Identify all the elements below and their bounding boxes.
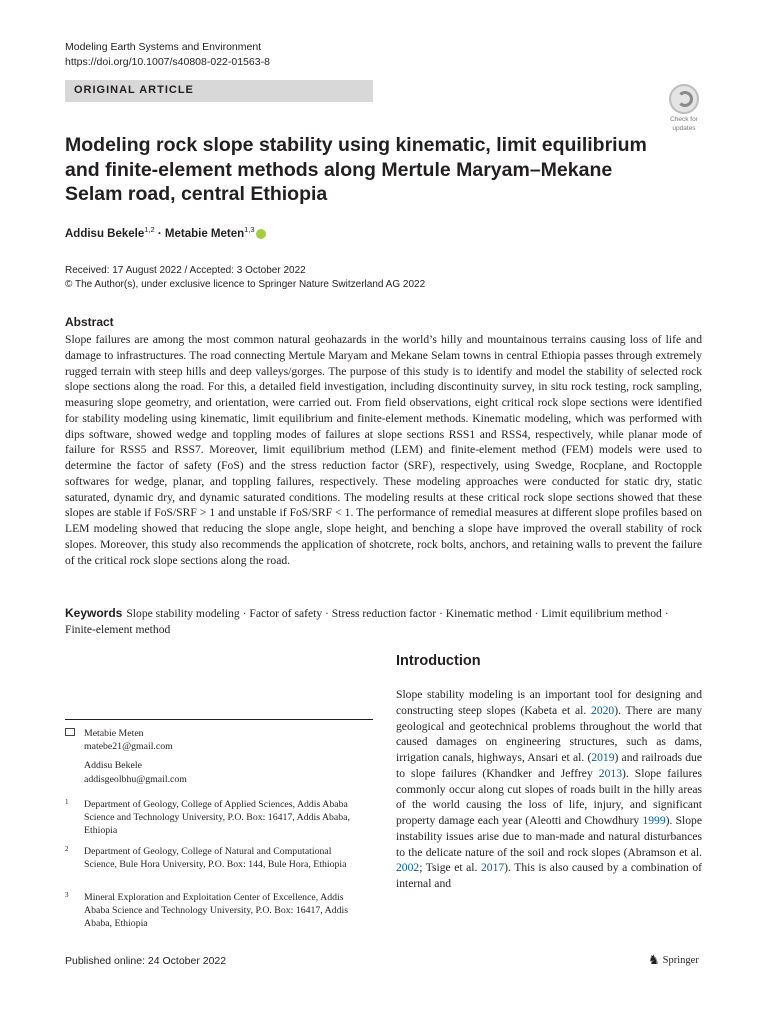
article-dates bbox=[65, 264, 425, 292]
affiliation-text: Department of Geology, College of Natural and Computational Science, Bule Hora University, P.O. Box: 144, Bule Hora, Ethiopia bbox=[84, 846, 347, 871]
intro-text-part: ) and railroads due to slope failures (Khandker and Jeffrey bbox=[396, 751, 702, 780]
citation-link[interactable]: 2013 bbox=[598, 766, 622, 780]
springer-horse-icon: ♞ bbox=[648, 952, 660, 967]
corresponding-author-email[interactable]: matebe21@gmail.com bbox=[84, 741, 173, 753]
author-affiliation-marker: 1,3 bbox=[244, 225, 255, 234]
check-updates-label-1: Check for bbox=[670, 116, 698, 123]
author-separator: · bbox=[154, 227, 165, 240]
intro-text-part: ). This is also caused by a combination of internal and bbox=[396, 861, 702, 890]
author-name: Metabie Meten bbox=[164, 227, 245, 240]
published-online: Published online: 24 October 2022 bbox=[65, 955, 227, 967]
author-name: Addisu Bekele bbox=[65, 227, 145, 240]
affiliation-text: Mineral Exploration and Exploitation Center of Excellence, Addis Ababa Science and Technology University, P.O. Box: 16417, Addis Ababa, Ethiopia bbox=[84, 892, 349, 930]
doi-link[interactable]: https://doi.org/10.1007/s40808-022-01563-8 bbox=[65, 56, 270, 68]
coauthor-email[interactable]: addisgeolbhu@gmail.com bbox=[84, 773, 187, 785]
intro-text-part: ; Tsige et al. bbox=[419, 861, 481, 875]
intro-text-part: ). There are many geological and geotechnical problems throughout the world that caused damages on engineering structures, such as dams, irrigation canals, highways, Ansari et al. ( bbox=[396, 703, 702, 764]
check-for-updates-button[interactable] bbox=[665, 84, 703, 132]
affiliation-item bbox=[65, 891, 365, 931]
article-type-label: ORIGINAL ARTICLE bbox=[74, 84, 194, 96]
received-accepted: Received: 17 August 2022 / Accepted: 3 October 2022 bbox=[65, 265, 306, 276]
citation-link[interactable]: 2020 bbox=[591, 703, 615, 717]
check-updates-label-2: updates bbox=[672, 125, 696, 132]
copyright-notice: © The Author(s), under exclusive licence to Springer Nature Switzerland AG 2022 bbox=[65, 279, 426, 290]
corresponding-author-name: Metabie Meten bbox=[84, 728, 144, 739]
envelope-icon bbox=[65, 728, 75, 736]
citation-link[interactable]: 2002 bbox=[396, 861, 420, 875]
introduction-text bbox=[396, 687, 702, 892]
keywords-label: Keywords bbox=[65, 606, 123, 620]
affiliation-number: 1 bbox=[65, 798, 69, 806]
citation-link[interactable]: 2017 bbox=[480, 861, 505, 875]
publisher-name: Springer bbox=[662, 955, 699, 966]
abstract-text: Slope failures are among the most common natural geohazards in the world’s hilly and mountainous terrains causing loss of life and damage to infrastructures. The road connecting Mertule Maryam and Mekane Selam towns in central Ethiopia passes through extremely rugged terrain with steep hills and deep valleys/gorges. The purpose of this study is to identify and model the stability of selected rock slope sections along the road. For this, a detailed field investigation, including discontinuity survey, in situ rock testing, rock sampling, measuring slope geometry, and orientation, were carried out. From field observations, eight critical rock slope sections were identified for stability modeling using kinematic, limit equilibrium and finite-element methods. Kinematic modeling, which was performed with dips software, showed wedge and toppling modes of failures at slope sections RSS1 and RSS4, respectively, while planar mode of failure for RSS5 and RSS7. Moreover, limit equilibrium method (LEM) and finite-element method (FEM) models were used to determine the factor of safety (FoS) and the stress reduction factor (SRF), respectively, using Swedge, Rocplane, and Roctopple softwares for wedge, planar, and toppling failures, respectively. These modeling approaches were conducted for static dry, static saturated, dynamic dry, and dynamic saturated conditions. The modeling results at these critical rock slope sections showed that these slopes are stable if FoS/SRF > 1 and unstable if FoS/SRF < 1. The performance of remedial measures at different slope profiles based on LEM modeling showed that reducing the slope angle, slope height, and benching a slope have improved the overall stability of rock slopes. Moreover, this study also recommends the application of shotcrete, rock bolts, anchors, and retaining walls to prevent the failure of the critical rock slope sections along the road. bbox=[65, 333, 702, 567]
journal-header bbox=[65, 40, 270, 70]
affiliation-item bbox=[65, 845, 365, 871]
keywords-list: Slope stability modeling · Factor of safety · Stress reduction factor · Kinematic method · Limit equilibrium method · Finite-element method bbox=[65, 607, 669, 636]
author-affiliation-marker: 1,2 bbox=[144, 225, 155, 234]
affiliation-number: 2 bbox=[65, 845, 69, 853]
intro-text-part: ). Slope failures commonly occur along cut slopes of roads built in the hilly areas of the world causing the loss of life, injury, and significant property damage each year (Aleotti and Chowdhury bbox=[396, 766, 702, 827]
intro-text-part: Slope stability modeling is an important tool for designing and constructing steep slopes (Kabeta et al. bbox=[396, 688, 702, 717]
introduction-heading: Introduction bbox=[396, 653, 481, 669]
publisher-logo bbox=[648, 952, 699, 968]
author-list bbox=[65, 225, 266, 240]
keywords bbox=[65, 605, 702, 638]
correspondence-block bbox=[65, 727, 187, 786]
footnote-divider bbox=[65, 719, 373, 720]
check-updates-icon bbox=[669, 84, 699, 114]
citation-link[interactable]: 1999 bbox=[642, 814, 666, 827]
citation-link[interactable]: 2019 bbox=[591, 751, 615, 764]
affiliation-text: Department of Geology, College of Applied Sciences, Addis Ababa Science and Technology University, P.O. Box: 16417, Addis Ababa, Ethiopia bbox=[84, 799, 350, 837]
orcid-icon[interactable] bbox=[256, 229, 266, 239]
article-title: Modeling rock slope stability using kinematic, limit equilibrium and finite-element methods along Mertule Maryam–Mekane Selam road, central Ethiopia bbox=[65, 134, 647, 205]
article-type-badge bbox=[65, 80, 373, 102]
coauthor-name: Addisu Bekele bbox=[84, 760, 142, 772]
affiliation-number: 3 bbox=[65, 891, 69, 899]
abstract-heading: Abstract bbox=[65, 315, 114, 329]
intro-text-part: ). Slope instability issues arise due to man-made and natural disturbances to the delicate nature of the soil and rock slopes (Abramson et al. bbox=[396, 814, 702, 859]
affiliation-item bbox=[65, 798, 365, 838]
journal-name: Modeling Earth Systems and Environment bbox=[65, 41, 262, 53]
